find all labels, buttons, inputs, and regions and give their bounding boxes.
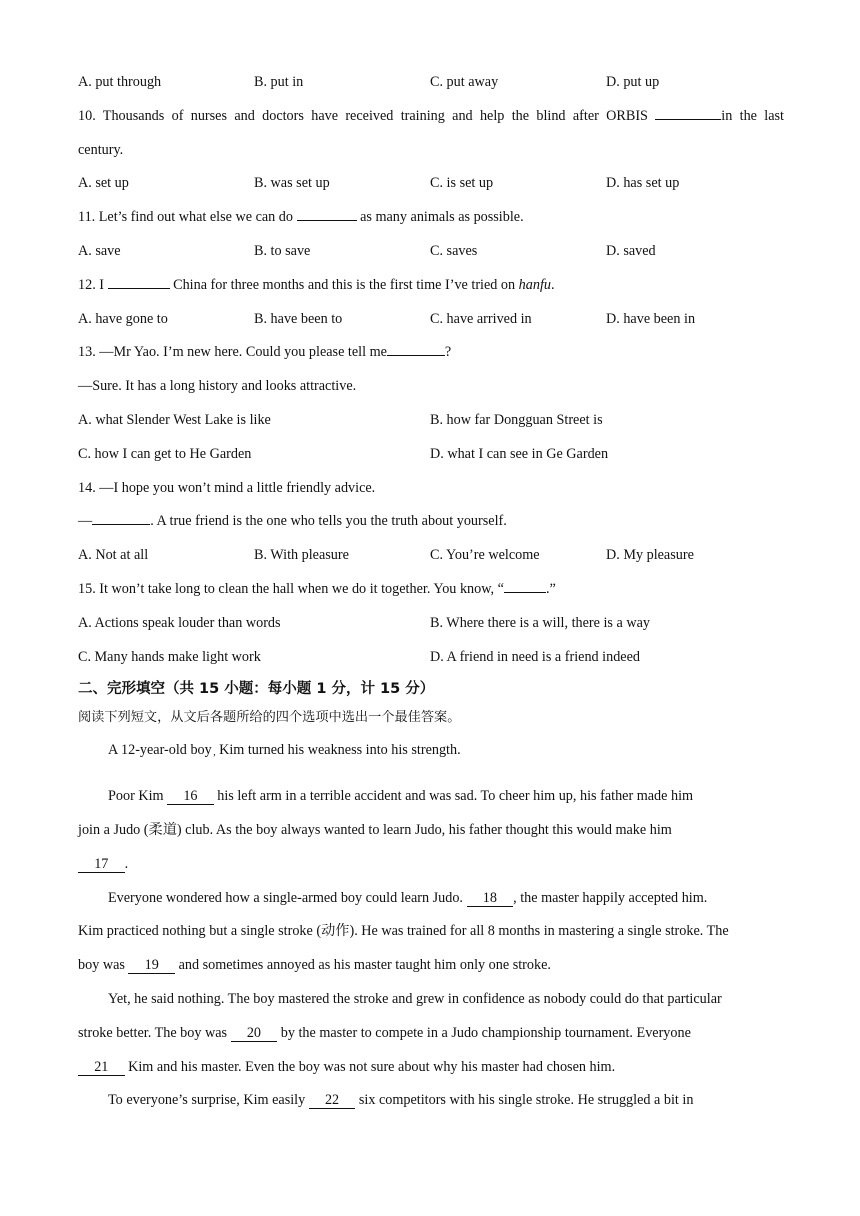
q13-stem: 13. —Mr Yao. I’m new here. Could you please tell me ? (78, 344, 452, 361)
passage-p3-line1: Yet, he said nothing. The boy mastered the stroke and grew in confidence as nobody could do that particular (108, 990, 722, 1007)
passage-p2-line2: Kim practiced nothing but a single stroke (动作). He was trained for all 8 months in mastering a single stroke. The (78, 923, 729, 940)
option-b: B. was set up (254, 175, 330, 192)
blank-18: 18 (467, 891, 514, 907)
option-c: C. have arrived in (430, 310, 532, 327)
option-b: B. Where there is a will, there is a way (430, 614, 650, 631)
q15-options-row2 (78, 641, 784, 675)
option-c: C. saves (430, 242, 478, 259)
option-d: D. A friend in need is a friend indeed (430, 648, 640, 665)
option-d: D. put up (606, 74, 660, 90)
option-a: A. set up (78, 175, 129, 192)
answer-blank (387, 355, 445, 356)
option-c: C. put away (430, 74, 499, 90)
q14-options (78, 539, 784, 573)
exam-page (78, 66, 784, 1118)
q13-reply: —Sure. It has a long history and looks attractive. (78, 378, 357, 395)
option-a: A. put through (78, 74, 162, 90)
answer-blank (92, 524, 150, 525)
q15-options-row1 (78, 607, 784, 641)
blank-19: 19 (128, 958, 175, 974)
q14-reply: — . A true friend is the one who tells you the truth about yourself. (78, 513, 507, 530)
answer-blank (108, 288, 170, 289)
answer-blank (655, 119, 721, 120)
option-a: A. Actions speak louder than words (78, 614, 281, 631)
option-c: C. is set up (430, 175, 494, 192)
option-a: A. have gone to (78, 310, 168, 327)
q10-stem: 10. Thousands of nurses and doctors have received training and help the blind after ORBIS in the last (78, 107, 785, 124)
option-a: A. what Slender West Lake is like (78, 411, 271, 428)
option-c: C. Many hands make light work (78, 648, 261, 665)
option-d: D. saved (606, 242, 656, 259)
q10-options (78, 167, 784, 201)
answer-blank (297, 220, 357, 221)
option-b: B. have been to (254, 310, 343, 327)
q14-stem: 14. —I hope you won’t mind a little friendly advice. (78, 479, 376, 496)
option-a: A. save (78, 242, 121, 259)
blank-22: 22 (309, 1093, 356, 1109)
option-b: B. to save (254, 242, 311, 259)
q13-options-row1 (78, 404, 784, 438)
passage-p3-line3: 21 Kim and his master. Even the boy was not sure about why his master had chosen him. (78, 1051, 784, 1085)
option-d: D. what I can see in Ge Garden (430, 445, 609, 462)
passage-p1-line2: join a Judo (柔道) club. As the boy always wanted to learn Judo, his father thought this would make him (78, 821, 672, 838)
blank-17: 17 (78, 857, 125, 873)
answer-blank (504, 592, 546, 593)
passage-p1-line1: Poor Kim 16 his left arm in a terrible accident and was sad. To cheer him up, his father made him (108, 788, 694, 805)
passage-title: A 12-year-old boy$_’$Kim turned his weakness into his strength. (108, 742, 461, 765)
q12-options (78, 303, 784, 337)
option-c: C. how I can get to He Garden (78, 445, 252, 462)
passage-p4-line1: To everyone’s surprise, Kim easily 22 six competitors with his single stroke. He struggled a bit in (108, 1092, 694, 1109)
q9-options (78, 66, 784, 100)
passage-p1-line3: 17 . (78, 848, 784, 882)
q13-options-row2 (78, 438, 784, 472)
option-d: D. have been in (606, 310, 696, 327)
q11-options (78, 235, 784, 269)
option-d: D. has set up (606, 175, 680, 192)
blank-21: 21 (78, 1060, 125, 1076)
q15-stem: 15. It won’t take long to clean the hall when we do it together. You know, “ .” (78, 580, 556, 597)
passage-p2-line1: Everyone wondered how a single-armed boy could learn Judo. 18 , the master happily accepted him. (108, 889, 708, 906)
q12-stem: 12. I China for three months and this is the first time I’ve tried on hanfu. (78, 276, 555, 293)
section-instruction: 阅读下列短文，从文后各题所给的四个选项中选出一个最佳答案。 (78, 710, 461, 726)
option-b: B. put in (254, 74, 304, 90)
q10-stem-cont: century. (78, 141, 124, 158)
option-b: B. With pleasure (254, 547, 349, 564)
section-heading: 二、完形填空（共 15 小题：每小题 1 分，计 15 分） (78, 681, 435, 698)
q11-stem: 11. Let’s find out what else we can do as many animals as possible. (78, 209, 524, 226)
option-b: B. how far Dongguan Street is (430, 411, 603, 428)
passage-p3-line2: stroke better. The boy was 20 by the master to compete in a Judo championship tournament. Everyone (78, 1024, 691, 1041)
option-c: C. You’re welcome (430, 547, 540, 564)
option-d: D. My pleasure (606, 547, 694, 564)
option-a: A. Not at all (78, 547, 149, 564)
blank-20: 20 (231, 1026, 278, 1042)
passage-p2-line3: boy was 19 and sometimes annoyed as his master taught him only one stroke. (78, 957, 551, 974)
blank-16: 16 (167, 789, 214, 805)
